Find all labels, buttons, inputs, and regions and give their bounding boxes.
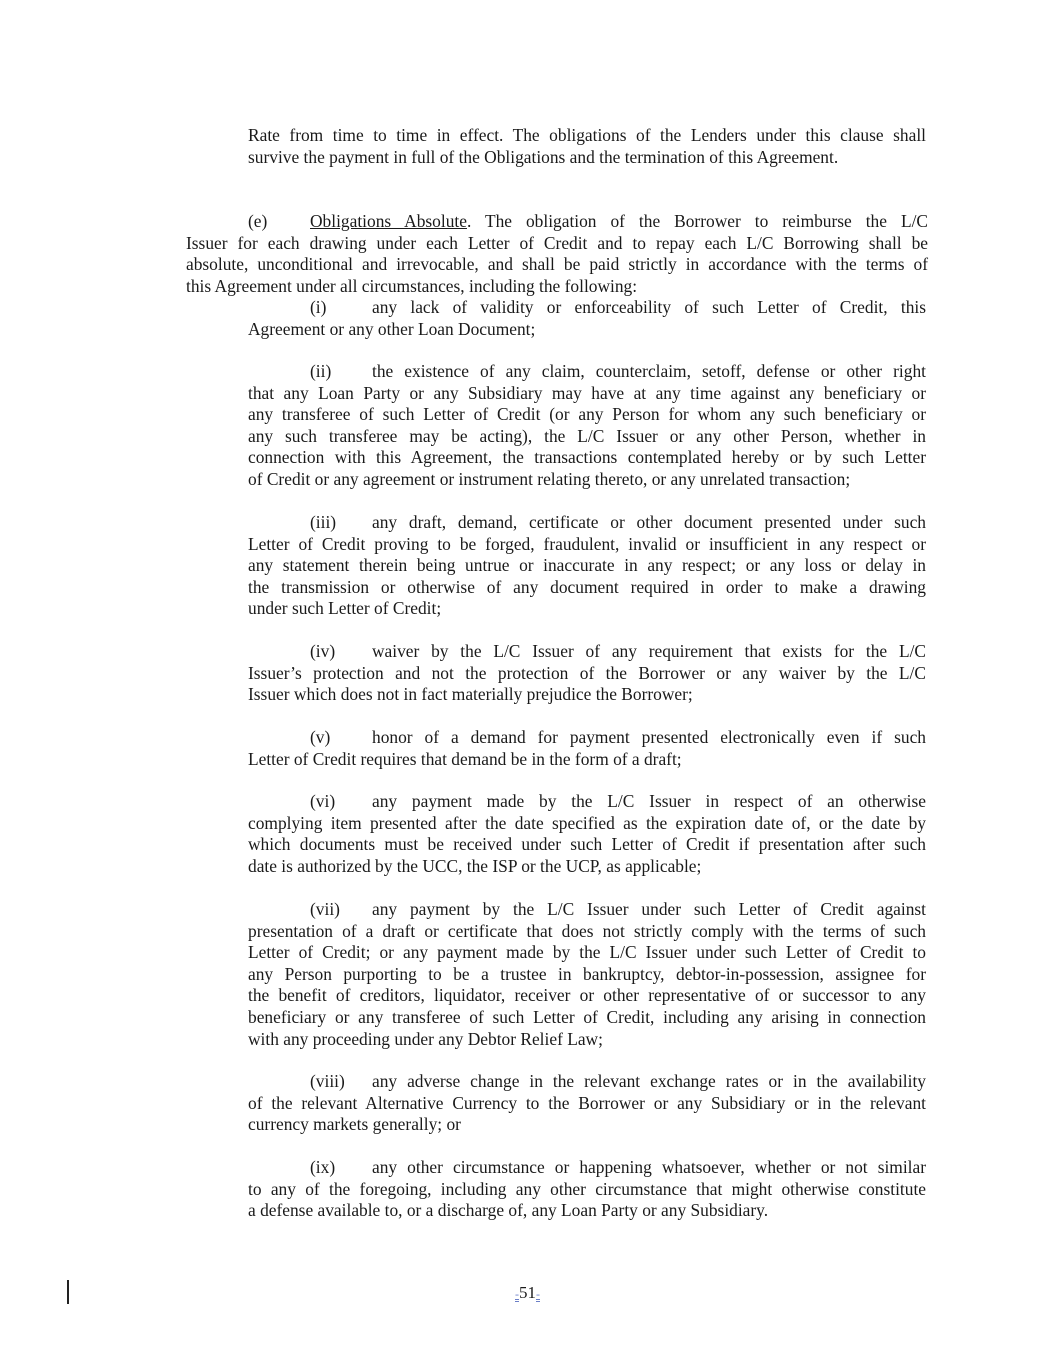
clause-item — [248, 361, 926, 491]
section-e-paragraph — [186, 211, 928, 297]
text-line: Issuer which does not in fact materially prejudice the Borrower; — [248, 684, 693, 705]
clause-item — [248, 1071, 926, 1136]
clause-first-line — [248, 899, 926, 921]
clause-first-text: any other circumstance or happening whatsoever, whether or not similar — [372, 1157, 926, 1177]
clause-marker: (ii) — [310, 361, 332, 381]
text-line: connection with this Agreement, the transactions contemplated hereby or by such Letter — [248, 447, 926, 468]
text-line: survive the payment in full of the Obligations and the termination of this Agreement. — [248, 146, 839, 167]
clause-marker: (iii) — [310, 512, 337, 532]
text-line: presentation of a draft or certificate that does not strictly comply with the terms of such — [248, 920, 926, 941]
clause-item — [248, 512, 926, 620]
clause-item — [248, 727, 926, 770]
carryover-paragraph — [248, 125, 926, 168]
clause-first-line — [248, 791, 926, 813]
page-footer — [0, 1283, 1055, 1303]
clause-first-line — [248, 297, 926, 319]
clause-first-text: honor of a demand for payment presented electronically even if such — [372, 727, 926, 747]
clause-marker: (viii) — [310, 1071, 345, 1091]
clause-marker: (ix) — [310, 1157, 336, 1177]
text-line: absolute, unconditional and irrevocable, and shall be paid strictly in accordance with the terms of — [186, 254, 928, 275]
clause-first-line — [248, 1157, 926, 1179]
text-line: beneficiary or any transferee of such Letter of Credit, including any arising in connection — [248, 1006, 926, 1027]
text-line: that any Loan Party or any Subsidiary may have at any time against any beneficiary or — [248, 382, 926, 403]
text-line: currency markets generally; or — [248, 1114, 461, 1135]
text-line: Letter of Credit; or any payment made by the L/C Issuer under such Letter of Credit to — [248, 942, 926, 963]
clause-first-text: any adverse change in the relevant exchange rates or in the availability — [372, 1071, 926, 1091]
text-line: Agreement or any other Loan Document; — [248, 318, 536, 339]
clause-item — [248, 899, 926, 1050]
section-e-heading: Obligations Absolute — [310, 211, 467, 231]
text-line: date is authorized by the UCC, the ISP or the UCP, as applicable; — [248, 855, 702, 876]
text-line: which documents must be received under such Letter of Credit if presentation after such — [248, 834, 926, 855]
clause-first-text: any payment made by the L/C Issuer in respect of an otherwise — [372, 791, 926, 811]
clause-first-line — [248, 361, 926, 383]
text-line: Issuer for each drawing under each Letter of Credit and to repay each L/C Borrowing shall be — [186, 232, 928, 253]
clause-first-text: any payment by the L/C Issuer under such Letter of Credit against — [372, 899, 926, 919]
text-line: of the relevant Alternative Currency to the Borrower or any Subsidiary or in the relevant — [248, 1092, 926, 1113]
text-line: this Agreement under all circumstances, including the following: — [186, 275, 638, 296]
text-line: the transmission or otherwise of any document required in order to make a drawing — [248, 576, 926, 597]
clause-item — [248, 791, 926, 877]
text-line: Rate from time to time in effect. The obligations of the Lenders under this clause shall — [248, 125, 926, 145]
clause-first-line — [248, 727, 926, 749]
clause-item — [248, 297, 926, 340]
section-e-marker: (e) — [248, 211, 268, 231]
clause-marker: (vii) — [310, 899, 340, 919]
text-line: with any proceeding under any Debtor Relief Law; — [248, 1028, 603, 1049]
clause-first-text: any lack of validity or enforceability of such Letter of Credit, this — [372, 297, 926, 317]
clause-first-text: any draft, demand, certificate or other document presented under such — [372, 512, 926, 532]
clause-marker: (v) — [310, 727, 331, 747]
section-e-first-line — [186, 211, 928, 233]
text-line: Letter of Credit requires that demand be in the form of a draft; — [248, 748, 682, 769]
clause-first-line — [248, 512, 926, 534]
page-number-left-mark: - — [515, 1287, 519, 1301]
text-line: to any of the foregoing, including any other circumstance that might otherwise constitute — [248, 1178, 926, 1199]
text-line: Issuer’s protection and not the protection of the Borrower or any waiver by the L/C — [248, 662, 926, 683]
text-line: complying item presented after the date specified as the expiration date of, or the date by — [248, 812, 926, 833]
text-line: of Credit or any agreement or instrument relating thereto, or any unrelated transaction; — [248, 468, 851, 489]
clause-item — [248, 1157, 926, 1222]
text-line: under such Letter of Credit; — [248, 598, 442, 619]
page-number: 51 — [519, 1283, 536, 1302]
clause-first-text: waiver by the L/C Issuer of any requirement that exists for the L/C — [372, 641, 926, 661]
text-line: any statement therein being untrue or inaccurate in any respect; or any loss or delay in — [248, 555, 926, 576]
section-e-first-line-rest: . The obligation of the Borrower to reimburse the L/C — [466, 211, 928, 231]
clause-marker: (iv) — [310, 641, 336, 661]
clause-marker: (vi) — [310, 791, 336, 811]
clause-first-line — [248, 641, 926, 663]
text-line: the benefit of creditors, liquidator, receiver or other representative of or successor to any — [248, 985, 926, 1006]
text-line: any such transferee may be acting), the L/C Issuer or any other Person, whether in — [248, 425, 926, 446]
text-line: any Person purporting to be a trustee in bankruptcy, debtor-in-possession, assignee for — [248, 963, 926, 984]
text-line: a defense available to, or a discharge of, any Loan Party or any Subsidiary. — [248, 1200, 769, 1221]
clause-item — [248, 641, 926, 706]
clause-first-line — [248, 1071, 926, 1093]
clause-first-text: the existence of any claim, counterclaim, setoff, defense or other right — [372, 361, 926, 381]
page-number-right-mark: - — [536, 1287, 540, 1301]
clause-marker: (i) — [310, 297, 327, 317]
text-line: any transferee of such Letter of Credit (or any Person for whom any such beneficiary or — [248, 404, 926, 425]
text-line: Letter of Credit proving to be forged, fraudulent, invalid or insufficient in any respect or — [248, 533, 926, 554]
